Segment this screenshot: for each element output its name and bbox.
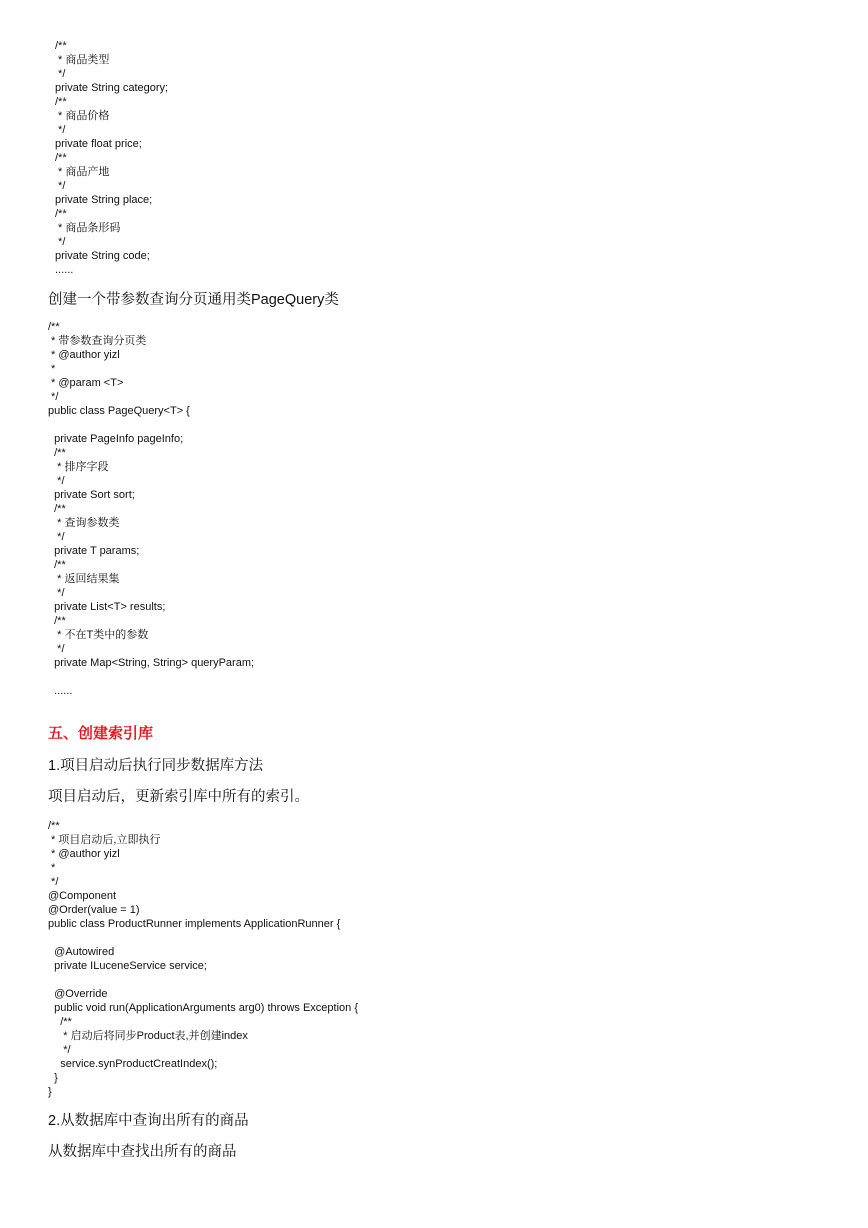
code-line: */ [55,180,66,192]
code-line: * 商品条形码 [55,222,121,234]
code-line: @Order(value = 1) [48,904,140,916]
code-line: public class ProductRunner implements ApplicationRunner { [48,918,341,930]
code-line: /** [48,1016,72,1028]
code-line: private Map<String, String> queryParam; [48,657,255,669]
code-line: * @author yizl [48,848,120,860]
code-line: public void run(ApplicationArguments arg0) throws Exception { [48,1002,358,1014]
code-line: private Sort sort; [48,489,135,501]
code-line: * 不在T类中的参数 [48,629,149,641]
code-line: private List<T> results; [48,601,166,613]
code-line: */ [55,124,66,136]
code-line: /** [55,96,67,108]
code-line: /** [55,40,67,52]
paragraph-step-2-desc: 从数据库中查找出所有的商品 [48,1144,237,1160]
code-line: * 启动后将同步Product表,并创建index [48,1030,248,1042]
section-heading: 五、创建索引库 [48,725,154,742]
code-line: * 返回结果集 [48,573,120,585]
code-line: ...... [55,264,74,276]
code-line: */ [48,475,65,487]
code-line: private String code; [55,250,150,262]
code-line: @Autowired [48,946,115,958]
code-line: /** [48,820,60,832]
code-line: * [48,363,56,375]
code-line: private String category; [55,82,169,94]
code-line: */ [48,876,59,888]
code-line: /** [48,615,66,627]
code-line: */ [48,391,59,403]
code-line: service.synProductCreatIndex(); [48,1058,218,1070]
code-line: */ [48,531,65,543]
code-line: public class PageQuery<T> { [48,405,190,417]
code-line: /** [55,208,67,220]
code-line: * 排序字段 [48,461,109,473]
code-line: ...... [48,685,73,697]
code-line: /** [48,503,66,515]
code-line: /** [48,321,60,333]
code-line: /** [48,559,66,571]
code-line: */ [55,68,66,80]
code-line: } [48,1086,52,1098]
code-line: private T params; [48,545,140,557]
code-line: * @author yizl [48,349,120,361]
paragraph-step-1: 1.项目启动后执行同步数据库方法 [48,758,264,774]
code-line: * 商品产地 [55,166,110,178]
paragraph-step-2: 2.从数据库中查询出所有的商品 [48,1113,249,1129]
code-line: * 带参数查询分页类 [48,335,147,347]
code-line: } [48,1072,58,1084]
paragraph-pagequery-intro: 创建一个带参数查询分页通用类PageQuery类 [48,292,339,308]
code-line: */ [55,236,66,248]
code-line: /** [55,152,67,164]
code-line: @Component [48,890,117,902]
code-line: private ILuceneService service; [48,960,207,972]
code-line: * 商品价格 [55,110,110,122]
code-line: private float price; [55,138,142,150]
code-line: * 商品类型 [55,54,110,66]
code-line: @Override [48,988,108,1000]
code-line: * 项目启动后,立即执行 [48,834,161,846]
code-line: */ [48,1044,71,1056]
code-line: private String place; [55,194,153,206]
code-line: */ [48,643,65,655]
code-line: * 查询参数类 [48,517,120,529]
code-line: */ [48,587,65,599]
code-line: private PageInfo pageInfo; [48,433,184,445]
paragraph-step-1-desc: 项目启动后，更新索引库中所有的索引。 [48,789,309,805]
code-line: * @param <T> [48,377,124,389]
code-line: /** [48,447,66,459]
code-line: * [48,862,56,874]
